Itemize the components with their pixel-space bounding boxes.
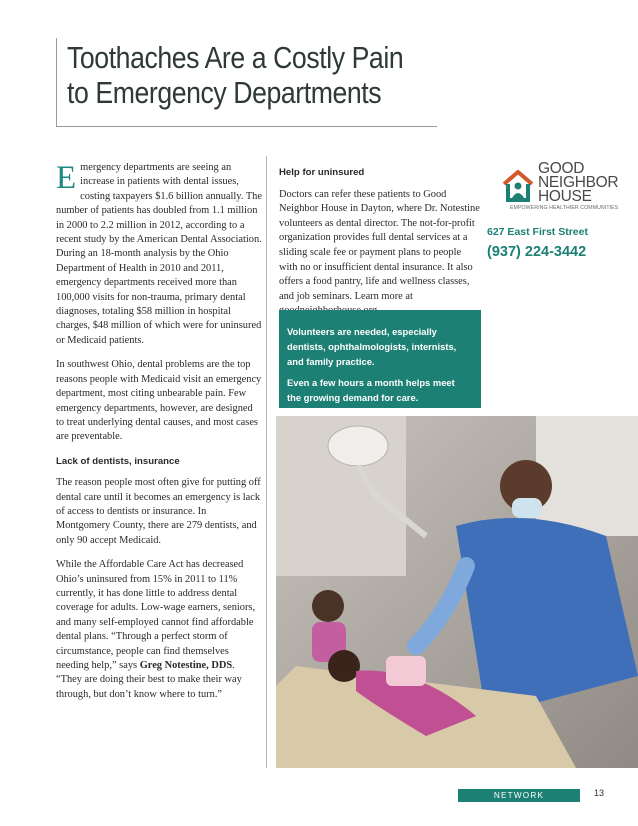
dental-photo <box>276 416 638 768</box>
title-line-2: to Emergency Departments <box>67 75 382 110</box>
paragraph-4-text-b: . “They are doing their best to make their way through, but don’t know where to turn.” <box>56 660 242 700</box>
logo-word-neighbor: NEIGHBOR <box>538 174 619 191</box>
drop-cap: E <box>56 160 77 196</box>
subhead-lack-of-dentists: Lack of dentists, insurance <box>56 455 180 467</box>
paragraph-1 <box>56 161 262 348</box>
left-column <box>56 161 262 712</box>
middle-column <box>279 166 481 319</box>
photo-illustration <box>276 416 638 768</box>
column-divider <box>266 156 267 768</box>
title-line-1: Toothaches Are a Costly Pain <box>67 40 404 75</box>
dentist-name: Greg Notestine, DDS <box>139 660 233 671</box>
logo-word-good: GOOD <box>538 160 585 177</box>
page-number: 13 <box>594 788 605 798</box>
logo-wordmark <box>538 162 618 204</box>
paragraph-1-text: mergency departments are seeing an increase in patients with dental issues, costing taxpayers $1.6 billion annually. The number of patients has doubled from 1.1 million in 2000 to 2.2 million in 2012, according to a recent study by the American Dental Association. During an 18-month analysis by the Ohio Department of Health in 2010 and 2011, emergency departments received more than 100,000 visits for non-trauma, primary dental diagnoses, totaling $58 million in hospital charges, $48 million of which were for uninsured or Medicaid patients. <box>56 162 262 346</box>
house-icon <box>500 166 536 206</box>
callout-line-1: Volunteers are needed, especially dentists, ophthalmologists, internists, and family practice. <box>287 326 457 367</box>
volunteer-callout <box>279 310 481 408</box>
callout-line-2: Even a few hours a month helps meet the growing demand for care. <box>287 377 455 403</box>
phone-number: (937) 224-3442 <box>487 244 587 260</box>
paragraph-2: In southwest Ohio, dental problems are the top reasons people with Medicaid visit an emergency department, most citing unbearable pain. Few emergency departments, however, are designed to treat underlying dental causes, and most cases are preventable. <box>56 359 262 443</box>
address: 627 East First Street <box>487 226 588 238</box>
paragraph-3: The reason people most often give for putting off dental care until it becomes an emergency is lack of access to dentists or insurance. In Montgomery County, there are 279 dentists, and only 90 accept Medicaid. <box>56 477 261 546</box>
paragraph-4-text-a: While the Affordable Care Act has decreased Ohio’s uninsured from 15% in 2011 to 11% currently, it has done little to address dental coverage for adults. Low-wage earners, seniors, and many self-employed cannot find affordable dental plans. “Through a perfect storm of circumstance, people can find themselves needing help,” says <box>56 559 256 671</box>
paragraph-5: Doctors can refer these patients to Good Neighbor House in Dayton, where Dr. Notestine volunteers as dental director. The not-for-profit organization provides full dental services at a sliding scale fee or payment plans to people with no or insufficient dental insurance. It also offers a food pantry, life and wellness classes, and job seminars. Learn more at <box>279 188 480 302</box>
title-box <box>56 38 437 127</box>
section-label: NETWORK <box>458 789 580 802</box>
paragraph-4 <box>56 558 262 702</box>
good-neighbor-house-logo <box>500 162 634 212</box>
page-title <box>67 40 403 110</box>
logo-tagline: EMPOWERING HEALTHIER COMMUNITIES <box>510 205 619 211</box>
logo-word-house: HOUSE <box>538 188 592 205</box>
subhead-help-for-uninsured: Help for uninsured <box>279 167 365 178</box>
